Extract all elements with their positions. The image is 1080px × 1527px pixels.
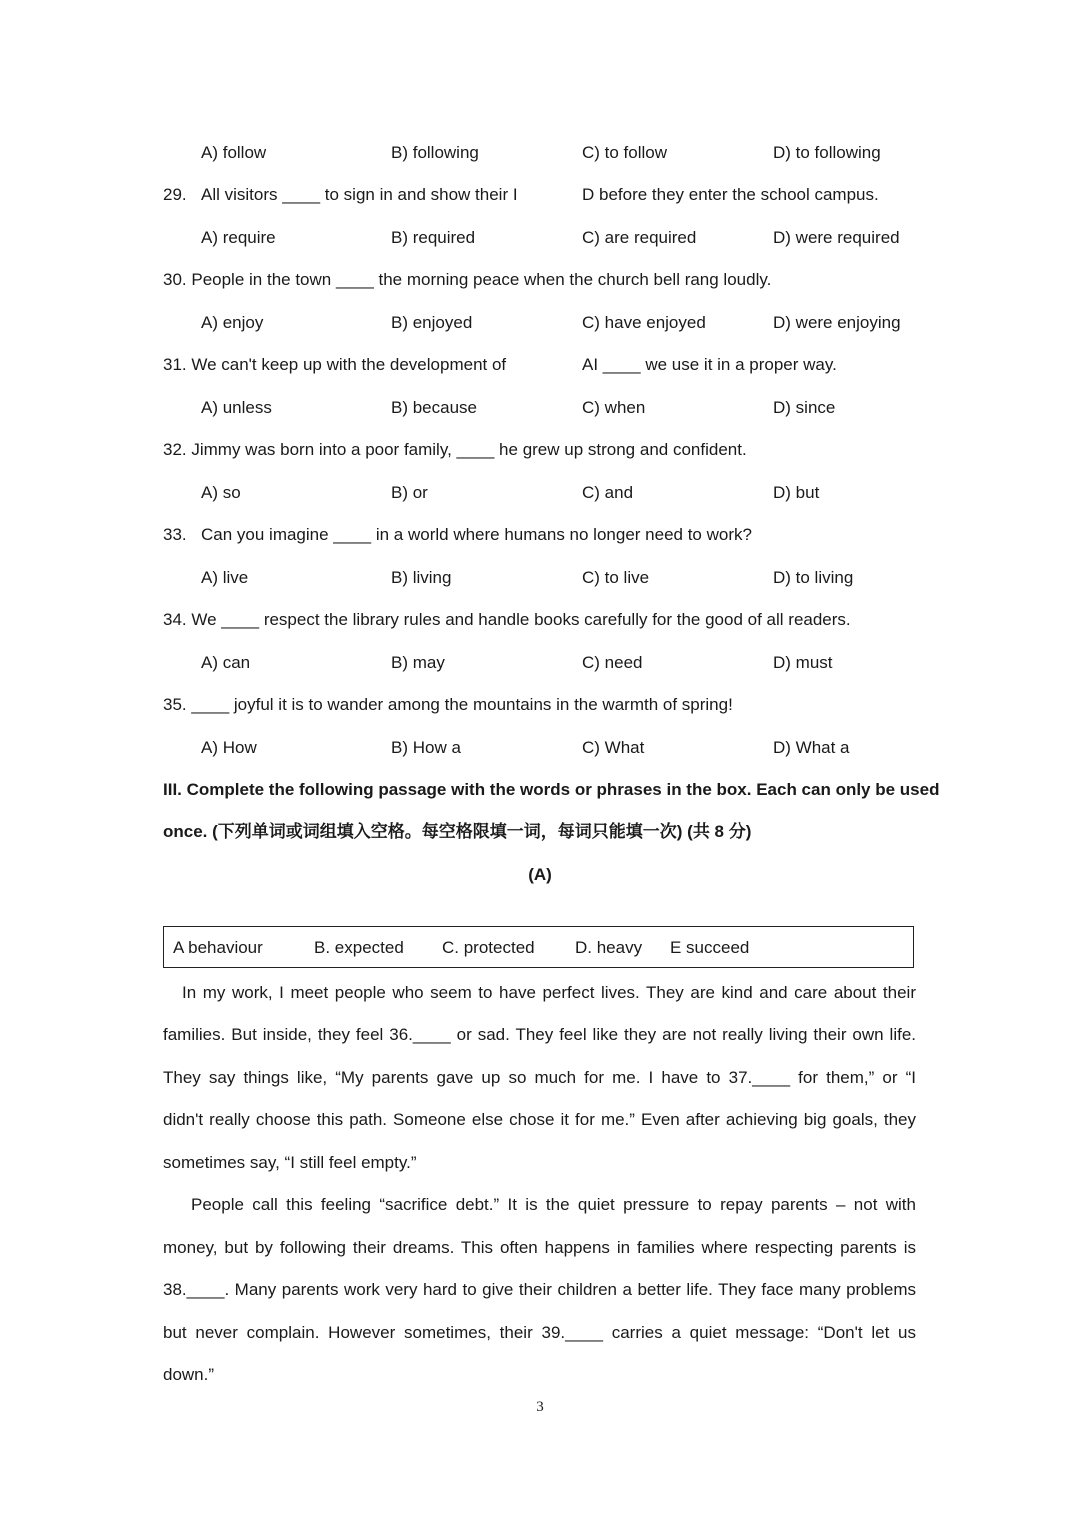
word-box (163, 926, 914, 968)
passage-line: families. But inside, they feel 36.____ or sad. They feel like they are not really living their own life. (163, 1025, 916, 1044)
q34-option-c: C) need (582, 653, 643, 672)
section-heading-line2: once. (下列单词或词组填入空格。每空格限填一词，每词只能填一次) (共 8 分) (163, 822, 752, 841)
q34-stem: 34. We ____ respect the library rules and handle books carefully for the good of all readers. (163, 610, 851, 629)
q35-option-d: D) What a (773, 738, 850, 757)
q30-option-a: A) enjoy (201, 313, 264, 332)
q33-stem: Can you imagine ____ in a world where humans no longer need to work? (201, 525, 752, 544)
page-number: 3 (536, 1399, 544, 1415)
word-option-e: E succeed (670, 938, 750, 957)
q35-option-c: C) What (582, 738, 645, 757)
q31-stem-part2: AI ____ we use it in a proper way. (582, 355, 837, 374)
q31-option-c: C) when (582, 398, 646, 417)
q30-option-b: B) enjoyed (391, 313, 473, 332)
word-option-a: A behaviour (173, 938, 263, 957)
passage-line: 38.____. Many parents work very hard to give their children a better life. They face many problems (163, 1280, 916, 1299)
passage-line: sometimes say, “I still feel empty.” (163, 1153, 417, 1172)
q34-option-a: A) can (201, 653, 251, 672)
q29-stem-part1: All visitors ____ to sign in and show their I (201, 185, 518, 204)
part-label: (A) (528, 865, 552, 884)
q29-stem-part2: D before they enter the school campus. (582, 185, 879, 204)
q28-option-c: C) to follow (582, 143, 668, 162)
passage-line: but never complain. However sometimes, their 39.____ carries a quiet message: “Don't let us (163, 1323, 916, 1342)
q35-option-a: A) How (201, 738, 257, 757)
q30-option-c: C) have enjoyed (582, 313, 706, 332)
q29-option-a: A) require (201, 228, 276, 247)
q29-option-d: D) were required (773, 228, 900, 247)
q31-option-a: A) unless (201, 398, 272, 417)
q28-option-a: A) follow (201, 143, 267, 162)
q31-stem-part1: 31. We can't keep up with the development of (163, 355, 507, 374)
q32-stem: 32. Jimmy was born into a poor family, ____ he grew up strong and confident. (163, 440, 747, 459)
q35-stem: 35. ____ joyful it is to wander among the mountains in the warmth of spring! (163, 695, 733, 714)
q33-option-c: C) to live (582, 568, 650, 587)
word-option-c: C. protected (442, 938, 535, 957)
passage-line: money, but by following their dreams. This often happens in families where respecting parents is (163, 1238, 916, 1257)
section-heading-line1: III. Complete the following passage with the words or phrases in the box. Each can only be used (163, 780, 940, 799)
q32-option-d: D) but (773, 483, 820, 502)
word-option-d: D. heavy (575, 938, 643, 957)
q31-option-b: B) because (391, 398, 477, 417)
q30-option-d: D) were enjoying (773, 313, 901, 332)
passage-line: People call this feeling “sacrifice debt.” It is the quiet pressure to repay parents – not with (191, 1195, 916, 1214)
q33-option-a: A) live (201, 568, 249, 587)
q34-option-d: D) must (773, 653, 833, 672)
passage-line: They say things like, “My parents gave up so much for me. I have to 37.____ for them,” or “I (163, 1068, 916, 1087)
q29-option-b: B) required (391, 228, 476, 247)
q29-option-c: C) are required (582, 228, 697, 247)
q31-option-d: D) since (773, 398, 836, 417)
passage-line: didn't really choose this path. Someone else chose it for me.” Even after achieving big goals, they (163, 1110, 916, 1129)
q30-stem: 30. People in the town ____ the morning peace when the church bell rang loudly. (163, 270, 772, 289)
q35-option-b: B) How a (391, 738, 461, 757)
q32-option-b: B) or (391, 483, 428, 502)
q28-option-d: D) to following (773, 143, 881, 162)
q29-number: 29. (163, 185, 187, 204)
q28-option-b: B) following (391, 143, 479, 162)
passage-line: down.” (163, 1365, 215, 1384)
q33-option-d: D) to living (773, 568, 854, 587)
q32-option-c: C) and (582, 483, 634, 502)
q33-option-b: B) living (391, 568, 452, 587)
passage-line: In my work, I meet people who seem to have perfect lives. They are kind and care about their (182, 983, 916, 1002)
word-option-b: B. expected (314, 938, 404, 957)
q34-option-b: B) may (391, 653, 445, 672)
q32-option-a: A) so (201, 483, 241, 502)
q33-number: 33. (163, 525, 187, 544)
